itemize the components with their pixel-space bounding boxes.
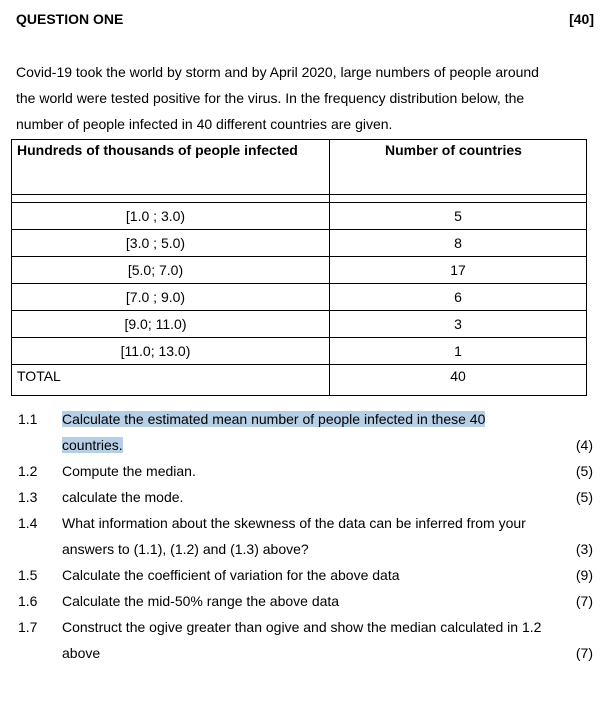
- question-number: 1.1: [18, 411, 38, 427]
- question-item: [0, 484, 602, 510]
- question-number: 1.5: [18, 567, 38, 583]
- count-cell: 17: [330, 257, 587, 284]
- interval-cell: [9.0; 11.0): [12, 311, 330, 338]
- question-item: [0, 458, 602, 484]
- question-marks: (3): [575, 541, 593, 557]
- total-label: TOTAL: [12, 365, 330, 396]
- interval-cell: [1.0 ; 3.0): [12, 203, 330, 230]
- count-cell: 1: [330, 338, 587, 365]
- question-text: Compute the median.: [62, 463, 196, 479]
- question-text: [62, 510, 526, 562]
- total-row: [12, 365, 587, 396]
- question-number: 1.3: [18, 489, 38, 505]
- intro-line: Covid-19 took the world by storm and by April 2020, large numbers of people around: [16, 64, 539, 80]
- question-item: [0, 588, 602, 614]
- interval-cell: [5.0; 7.0): [12, 257, 330, 284]
- intro-line: the world were tested positive for the virus. In the frequency distribution below, the: [16, 90, 525, 106]
- question-item: [0, 562, 602, 588]
- count-cell: 3: [330, 311, 587, 338]
- question-marks: (7): [575, 593, 593, 609]
- intro-paragraph: [16, 59, 591, 137]
- question-item: [0, 406, 602, 458]
- count-cell: 6: [330, 284, 587, 311]
- question-item: [0, 510, 602, 562]
- question-list: [0, 406, 602, 666]
- interval-cell: [7.0 ; 9.0): [12, 284, 330, 311]
- column-header-interval: Hundreds of thousands of people infected: [12, 140, 330, 195]
- table-row: [12, 257, 587, 284]
- question-title: QUESTION ONE: [16, 11, 124, 27]
- intro-line: number of people infected in 40 different countries are given.: [16, 116, 393, 132]
- question-marks: (9): [575, 567, 593, 583]
- table-row: [12, 338, 587, 365]
- table-row: [12, 230, 587, 257]
- question-number: 1.7: [18, 619, 38, 635]
- question-marks: (5): [575, 489, 593, 505]
- question-line: Calculate the estimated mean number of people infected in these 40: [62, 411, 486, 427]
- question-line: countries.: [62, 437, 123, 453]
- question-number: 1.6: [18, 593, 38, 609]
- question-line: answers to (1.1), (1.2) and (1.3) above?: [62, 541, 309, 557]
- question-header: [16, 11, 594, 27]
- question-number: 1.4: [18, 515, 38, 531]
- table-spacer-row: [12, 195, 587, 203]
- question-text: Calculate the coefficient of variation for the above data: [62, 567, 400, 583]
- question-text: [62, 614, 541, 666]
- frequency-table: [11, 139, 587, 396]
- question-number: 1.2: [18, 463, 38, 479]
- question-text: Calculate the mid-50% range the above data: [62, 593, 340, 609]
- column-header-count: Number of countries: [330, 140, 587, 195]
- question-item: [0, 614, 602, 666]
- count-cell: 8: [330, 230, 587, 257]
- table-row: [12, 311, 587, 338]
- question-text: calculate the mode.: [62, 489, 184, 505]
- interval-cell: [3.0 ; 5.0): [12, 230, 330, 257]
- table-header-row: [12, 140, 587, 195]
- question-line: Construct the ogive greater than ogive and show the median calculated in 1.2: [62, 619, 542, 635]
- total-marks: [40]: [569, 11, 594, 27]
- table-row: [12, 203, 587, 230]
- question-line: above: [62, 645, 101, 661]
- question-line: What information about the skewness of the data can be inferred from your: [62, 515, 526, 531]
- table-row: [12, 284, 587, 311]
- interval-cell: [11.0; 13.0): [12, 338, 330, 365]
- question-marks: (5): [575, 463, 593, 479]
- count-cell: 5: [330, 203, 587, 230]
- total-value: 40: [330, 365, 587, 396]
- question-marks: (4): [575, 437, 593, 453]
- question-text: [62, 406, 485, 458]
- question-marks: (7): [575, 645, 593, 661]
